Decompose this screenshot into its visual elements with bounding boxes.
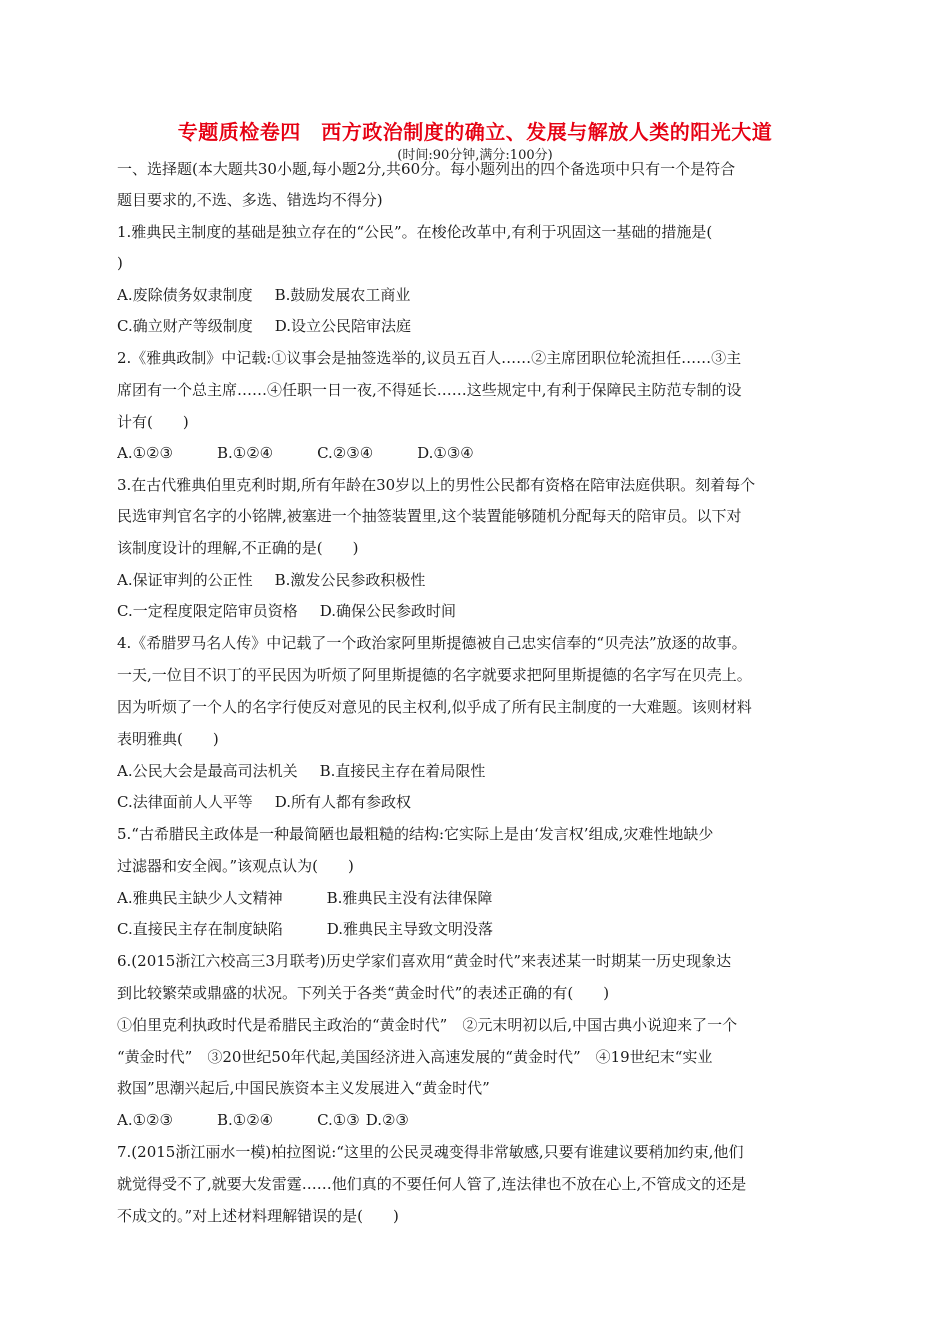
question-6-options [117, 1110, 837, 1130]
question-5-options-ab [117, 888, 837, 908]
question-4-options-cd [117, 792, 837, 812]
option-d: D.雅典民主导致文明没落 [326, 920, 493, 938]
question-7-line-3: 不成文的。”对上述材料理解错误的是( ) [117, 1207, 399, 1225]
option-b: B.雅典民主没有法律保障 [326, 889, 493, 907]
question-4-options-ab [117, 761, 837, 781]
section-heading-line-2: 题目要求的,不选、多选、错选均不得分) [117, 191, 383, 209]
question-6-line-2: 到比较繁荣或鼎盛的状况。下列关于各类“黄金时代”的表述正确的有( ) [117, 984, 610, 1002]
question-2-line-2: 席团有一个总主席……④任职一日一夜,不得延长……这些规定中,有利于保障民主防范专制的设 [117, 381, 742, 399]
question-3-line-3: 该制度设计的理解,不正确的是( ) [117, 539, 359, 557]
question-5-line-1: 5.“古希腊民主政体是一种最简陋也最粗糙的结构:它实际上是由‘发言权’组成,灾难性地缺少 [117, 825, 714, 843]
question-3-line-1: 3.在古代雅典伯里克利时期,所有年龄在30岁以上的男性公民都有资格在陪审法庭供职。刻着每个 [117, 476, 756, 494]
question-5-options-cd [117, 919, 837, 939]
option-b: B.激发公民参政积极性 [274, 571, 426, 589]
question-3-options-cd [117, 601, 837, 621]
option-a: A.公民大会是最高司法机关 [117, 762, 298, 780]
option-a: A.①②③ [117, 444, 173, 462]
option-d: D.设立公民陪审法庭 [274, 317, 411, 335]
option-d: D.所有人都有参政权 [274, 793, 411, 811]
question-7-line-2: 就觉得受不了,就要大发雷霆……他们真的不要任何人管了,连法律也不放在心上,不管成文的还是 [117, 1175, 747, 1193]
question-5-line-2: 过滤器和安全阀。”该观点认为( ) [117, 857, 354, 875]
option-c: C.法律面前人人平等 [117, 793, 253, 811]
option-a: A.保证审判的公正性 [117, 571, 253, 589]
question-6-line-5: 救国”思潮兴起后,中国民族资本主义发展进入“黄金时代” [117, 1079, 490, 1097]
option-b: B.①②④ [216, 444, 274, 462]
option-c: C.一定程度限定陪审员资格 [117, 602, 298, 620]
question-4-line-3: 因为听烦了一个人的名字行使反对意见的民主权利,似乎成了所有民主制度的一大难题。该则材料 [117, 698, 752, 716]
question-6-line-3: ①伯里克利执政时代是希腊民主政治的“黄金时代” ②元末明初以后,中国古典小说迎来了一个 [117, 1016, 738, 1034]
option-c: C.②③④ [317, 444, 374, 462]
question-1-options-ab [117, 285, 837, 305]
option-b: B.①②④ [216, 1111, 274, 1129]
option-d: D.确保公民参政时间 [319, 602, 456, 620]
option-a: A.①②③ [117, 1111, 173, 1129]
question-6-line-4: “黄金时代” ③20世纪50年代起,美国经济进入高速发展的“黄金时代” ④19世纪末“实业 [117, 1048, 713, 1066]
option-d: D.①③④ [417, 444, 474, 462]
option-a: A.废除债务奴隶制度 [117, 286, 253, 304]
question-1-line-1: 1.雅典民主制度的基础是独立存在的“公民”。在梭伦改革中,有利于巩固这一基础的措施是( [117, 223, 713, 241]
question-4-line-2: 一天,一位目不识丁的平民因为听烦了阿里斯提德的名字就要求把阿里斯提德的名字写在贝壳上。 [117, 666, 752, 684]
option-c: C.直接民主存在制度缺陷 [117, 920, 283, 938]
question-3-options-ab [117, 570, 837, 590]
question-4-line-4: 表明雅典( ) [117, 730, 219, 748]
exam-time-info: (时间:90分钟,满分:100分) [397, 148, 553, 163]
question-2-line-3: 计有( ) [117, 413, 189, 431]
question-2-line-1: 2.《雅典政制》中记载:①议事会是抽签选举的,议员五百人……②主席团职位轮流担任……③主 [117, 349, 742, 367]
option-c: C.①③ [317, 1111, 360, 1129]
option-c: C.确立财产等级制度 [117, 317, 253, 335]
question-7-line-1: 7.(2015浙江丽水一模)柏拉图说:“这里的公民灵魂变得非常敏感,只要有谁建议要稍加约束,他们 [117, 1143, 744, 1161]
option-d: D.②③ [365, 1111, 409, 1129]
section-heading-line-1: 一、选择题(本大题共30小题,每小题2分,共60分。每小题列出的四个备选项中只有一个是符合 [117, 160, 736, 178]
question-1-options-cd [117, 316, 837, 336]
question-2-options [117, 443, 837, 463]
question-4-line-1: 4.《希腊罗马名人传》中记载了一个政治家阿里斯提德被自己忠实信奉的“贝壳法”放逐的故事。 [117, 634, 747, 652]
page-title: 专题质检卷四 西方政治制度的确立、发展与解放人类的阳光大道 [177, 120, 773, 144]
option-b: B.鼓励发展农工商业 [274, 286, 411, 304]
option-b: B.直接民主存在着局限性 [319, 762, 486, 780]
question-1-line-2: ) [117, 254, 123, 272]
option-a: A.雅典民主缺少人文精神 [117, 889, 283, 907]
question-6-line-1: 6.(2015浙江六校高三3月联考)历史学家们喜欢用“黄金时代”来表述某一时期某一历史现象达 [117, 952, 732, 970]
question-3-line-2: 民选审判官名字的小铭牌,被塞进一个抽签装置里,这个装置能够随机分配每天的陪审员。以下对 [117, 507, 742, 525]
